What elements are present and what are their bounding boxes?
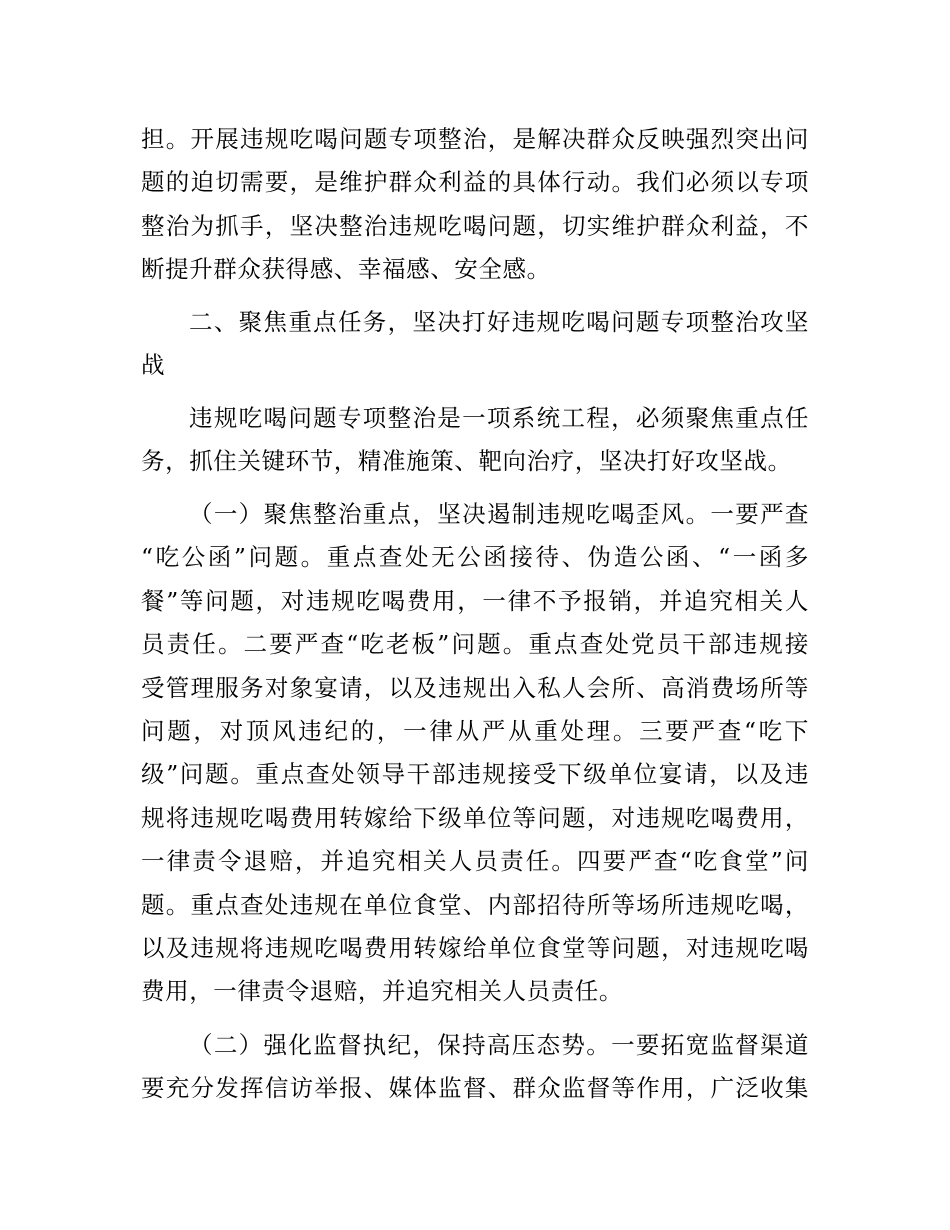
text-line: 受管理服务对象宴请，以及违规出入私人会所、高消费场所等	[141, 673, 809, 702]
text-line: 务，抓住关键环节，精准施策、靶向治疗，坚决打好攻坚战。	[141, 447, 792, 476]
section-heading-2	[141, 301, 809, 388]
text-line: 一律责令退赔，并追究相关人员责任。四要严查“吃食堂”问	[141, 847, 809, 876]
paragraph-3	[141, 397, 809, 484]
text-line: 餐”等问题，对违规吃喝费用，一律不予报销，并追究相关人	[141, 586, 809, 615]
heading-line: 二、聚焦重点任务，坚决打好违规吃喝问题专项整治攻坚	[189, 308, 809, 336]
text-line: 整治为抓手，坚决整治违规吃喝问题，切实维护群众利益，不	[141, 211, 809, 240]
text-line: “吃公函”问题。重点查处无公函接待、伪造公函、“一函多	[141, 543, 809, 572]
text-line: 要充分发挥信访举报、媒体监督、群众监督等作用，广泛收集	[141, 1074, 809, 1103]
text-line: 规将违规吃喝费用转嫁给下级单位等问题，对违规吃喝费用，	[141, 803, 809, 832]
text-line: 问题，对顶风违纪的，一律从严从重处理。三要严查“吃下	[141, 716, 809, 745]
text-line: 担。开展违规吃喝问题专项整治，是解决群众反映强烈突出问	[141, 125, 809, 153]
text-line: （二）强化监督执纪，保持高压态势。一要拓宽监督渠道	[189, 1031, 809, 1059]
text-line: 以及违规将违规吃喝费用转嫁给单位食堂等问题，对违规吃喝	[141, 933, 809, 962]
paragraph-5	[141, 1024, 809, 1111]
heading-line: 战	[141, 351, 166, 380]
text-line: 题。重点查处违规在单位食堂、内部招待所等场所违规吃喝，	[141, 890, 809, 919]
text-line: （一）聚焦整治重点，坚决遏制违规吃喝歪风。一要严查	[189, 500, 809, 528]
text-line: 断提升群众获得感、幸福感、安全感。	[141, 255, 551, 284]
paragraph-1	[141, 118, 809, 292]
paragraph-4	[141, 493, 809, 1014]
text-line: 级”问题。重点查处领导干部违规接受下级单位宴请，以及违	[141, 760, 809, 789]
text-line: 员责任。二要严查“吃老板”问题。重点查处党员干部违规接	[141, 630, 809, 659]
text-line: 费用，一律责令退赔，并追究相关人员责任。	[141, 977, 623, 1006]
text-line: 违规吃喝问题专项整治是一项系统工程，必须聚焦重点任	[189, 404, 809, 432]
text-line: 题的迫切需要，是维护群众利益的具体行动。我们必须以专项	[141, 168, 809, 197]
